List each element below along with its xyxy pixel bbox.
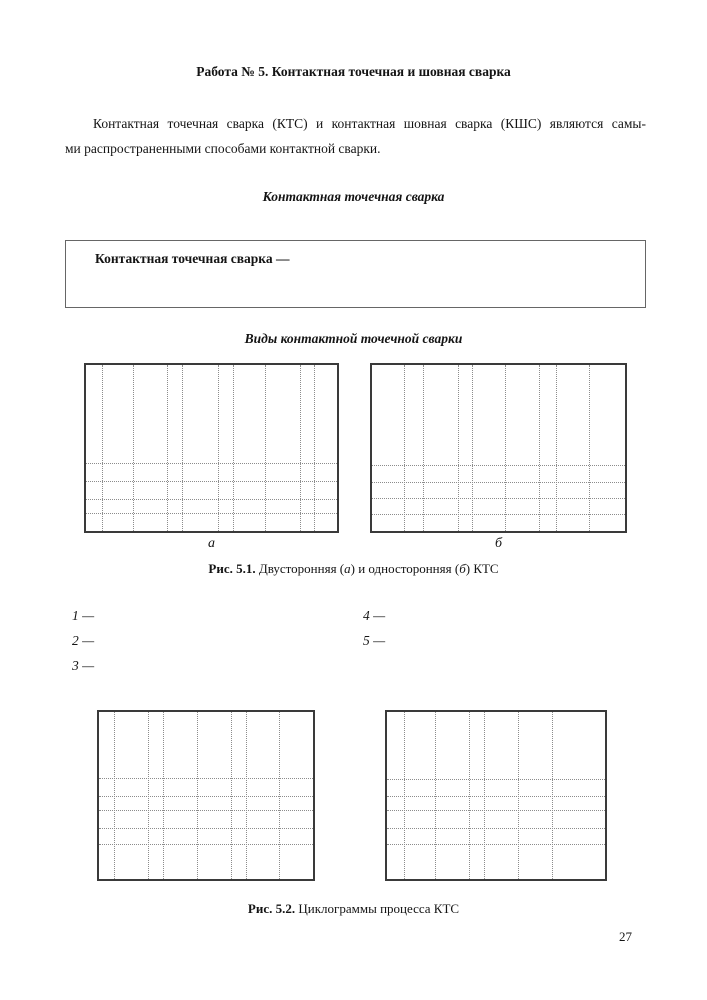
grid-line-horizontal [86, 463, 337, 464]
grid-line-vertical [300, 365, 301, 531]
grid-line-vertical [182, 365, 183, 531]
caption-5-1-number: Рис. 5.1. [208, 561, 256, 576]
figure-5-2-box-left [97, 710, 315, 881]
legend-item-2: 2 — [72, 633, 95, 648]
figure-5-1-caption [0, 561, 707, 577]
caption-5-2-text: Циклограммы процесса КТС [295, 901, 460, 916]
intro-line-2: ми распространенными способами контактной сварки. [65, 141, 381, 156]
legend-item-4: 4 — [363, 608, 386, 623]
grid-line-vertical [233, 365, 234, 531]
grid-line-vertical [265, 365, 266, 531]
grid-line-horizontal [387, 844, 605, 845]
grid-line-horizontal [387, 796, 605, 797]
grid-line-vertical [314, 365, 315, 531]
page-title: Работа № 5. Контактная точечная и шовная сварка [196, 64, 511, 79]
caption-5-1-text-2: ) и односторонняя ( [350, 561, 460, 576]
legend-item-3: 3 — [72, 658, 95, 673]
grid-line-vertical [556, 365, 557, 531]
grid-line-vertical [539, 365, 540, 531]
grid-line-horizontal [86, 499, 337, 500]
legend-item-5: 5 — [363, 633, 386, 648]
page-number: 27 [619, 929, 632, 944]
definition-label: Контактная точечная сварка — [95, 251, 290, 266]
heading-types: Виды контактной точечной сварки [244, 331, 463, 346]
figure-5-1-sublabel-a: а [208, 536, 215, 551]
figure-5-2-caption [0, 901, 707, 917]
caption-5-1-italic-a: а [344, 561, 351, 576]
grid-line-horizontal [86, 481, 337, 482]
caption-5-2-number: Рис. 5.2. [247, 901, 296, 916]
grid-line-horizontal [372, 514, 625, 515]
grid-line-horizontal [86, 513, 337, 514]
grid-line-horizontal [372, 465, 625, 466]
grid-line-horizontal [387, 828, 605, 829]
grid-line-vertical [505, 365, 506, 531]
grid-line-vertical [133, 365, 134, 531]
figure-5-1-box-a [84, 363, 339, 533]
grid-line-vertical [472, 365, 473, 531]
legend-item-1: 1 — [72, 608, 95, 623]
grid-line-vertical [167, 365, 168, 531]
caption-5-1-text-1: Двусторонняя ( [255, 561, 345, 576]
grid-line-horizontal [372, 482, 625, 483]
caption-5-1-italic-b: б [459, 561, 466, 576]
grid-line-horizontal [387, 779, 605, 780]
heading-spot-welding: Контактная точечная сварка [262, 189, 445, 204]
grid-line-horizontal [387, 810, 605, 811]
figure-5-1-sublabel-b: б [494, 536, 503, 551]
grid-line-vertical [458, 365, 459, 531]
grid-line-vertical [218, 365, 219, 531]
figure-5-1-box-b [370, 363, 627, 533]
grid-line-vertical [589, 365, 590, 531]
grid-line-horizontal [372, 498, 625, 499]
definition-box [65, 240, 646, 308]
grid-line-horizontal [99, 778, 313, 779]
grid-line-vertical [102, 365, 103, 531]
grid-line-horizontal [99, 828, 313, 829]
caption-5-1-text-3: ) КТС [465, 561, 499, 576]
figure-5-2-box-right [385, 710, 607, 881]
grid-line-vertical [404, 365, 405, 531]
grid-line-horizontal [99, 844, 313, 845]
intro-paragraph [65, 111, 646, 161]
intro-line-1: Контактная точечная сварка (КТС) и контактная шовная сварка (КШС) являются самы- [93, 116, 646, 131]
grid-line-vertical [423, 365, 424, 531]
grid-line-horizontal [99, 810, 313, 811]
grid-line-horizontal [99, 796, 313, 797]
